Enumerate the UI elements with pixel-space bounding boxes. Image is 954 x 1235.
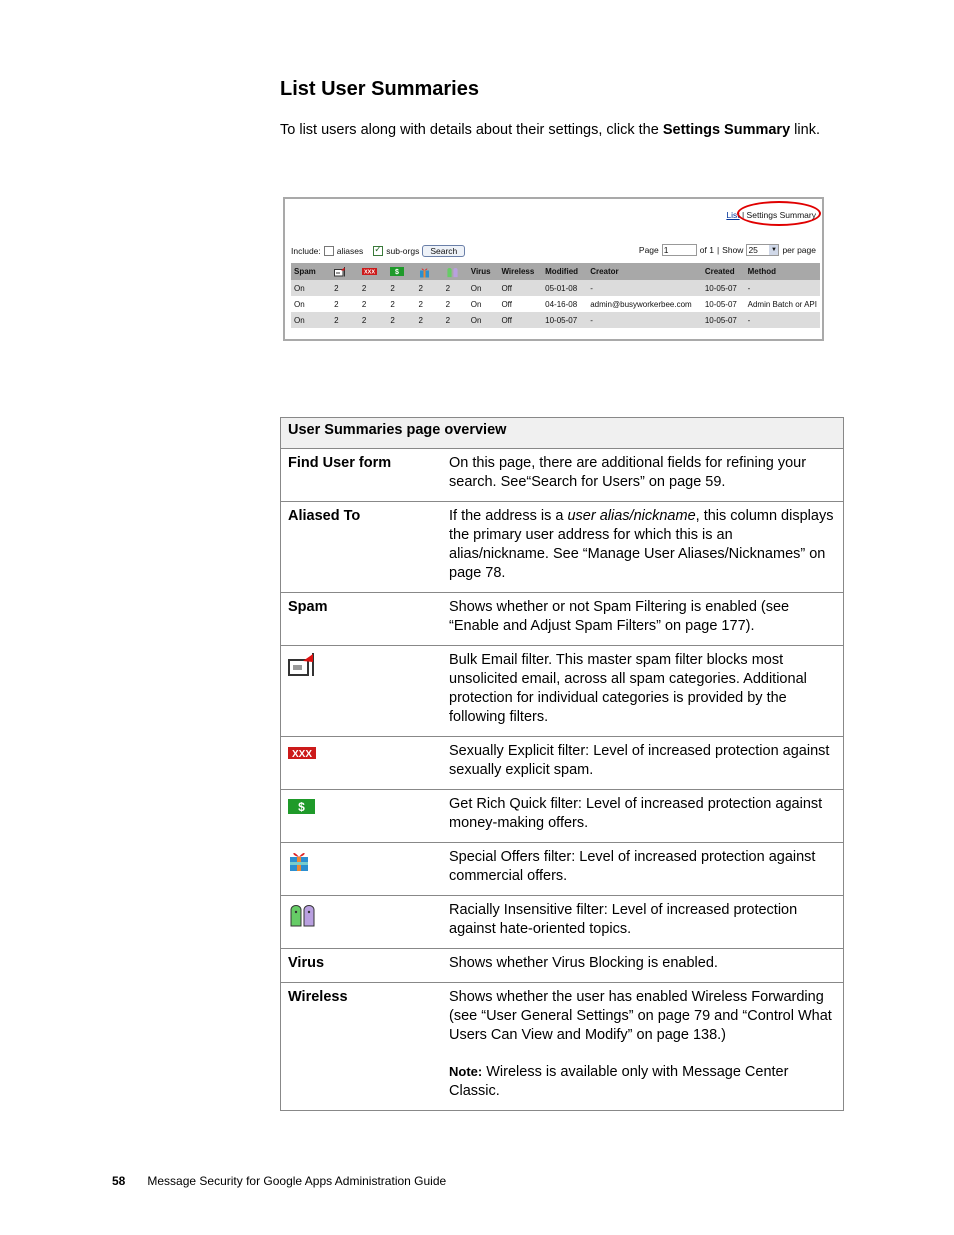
- cell-bulk: 2: [334, 299, 339, 309]
- cell-offers: 2: [416, 312, 443, 328]
- overview-row: [281, 593, 844, 646]
- xxx-icon: [362, 268, 377, 275]
- cell-created: 10-05-07: [702, 280, 745, 296]
- desc-racial: Racially Insensitive filter: Level of increased protection against hate-oriented topics.: [435, 896, 844, 949]
- col-modified[interactable]: Modified: [542, 263, 587, 280]
- include-filters: [291, 245, 465, 257]
- wireless-note: [449, 1062, 835, 1101]
- footer-title: Message Security for Google Apps Administration Guide: [147, 1174, 447, 1188]
- col-rich[interactable]: [387, 263, 415, 280]
- term-wireless: Wireless: [281, 983, 436, 1111]
- desc-offers: Special Offers filter: Level of increased protection against commercial offers.: [435, 843, 844, 896]
- suborgs-checkbox[interactable]: [373, 246, 383, 256]
- cell-sexual: 2: [359, 312, 387, 328]
- cell-wireless: Off: [498, 280, 542, 296]
- aliases-label: aliases: [336, 246, 364, 256]
- overview-row: [281, 790, 844, 843]
- settings-summary-link[interactable]: Settings Summary: [746, 210, 816, 220]
- col-bulk[interactable]: [331, 263, 359, 280]
- cell-creator: -: [587, 280, 702, 296]
- faces-icon: [288, 901, 318, 927]
- highlight-oval: [737, 201, 821, 226]
- summary-table: [291, 263, 820, 328]
- cell-rich: 2: [387, 312, 415, 328]
- intro-text-before: To list users along with details about their settings, click the: [280, 122, 663, 138]
- page-label: Page: [638, 245, 659, 255]
- show-value: 25: [748, 245, 758, 255]
- overview-header-row: [281, 418, 844, 449]
- desc-wireless: [435, 983, 844, 1111]
- col-wireless[interactable]: Wireless: [498, 263, 542, 280]
- aliases-checkbox[interactable]: [324, 246, 334, 256]
- term-bulk: [281, 646, 436, 737]
- desc-aliased-italic: user alias/nickname: [567, 508, 696, 524]
- page-heading: List User Summaries: [280, 78, 479, 100]
- pipe-separator: |: [716, 245, 720, 255]
- cell-creator: -: [587, 312, 702, 328]
- desc-aliased-to: [435, 502, 844, 593]
- term-offers: [281, 843, 436, 896]
- term-aliased-to: Aliased To: [281, 502, 436, 593]
- cell-created: 10-05-07: [704, 299, 737, 309]
- cell-creator: admin@busyworkerbee.com: [590, 299, 692, 309]
- per-page-label: per page: [782, 245, 816, 255]
- cell-rich: 2: [387, 280, 415, 296]
- overview-row: [281, 449, 844, 502]
- page-number: 58: [112, 1174, 126, 1188]
- cell-spam: On: [294, 299, 305, 309]
- cell-bulk: 2: [331, 280, 359, 296]
- col-racial[interactable]: [443, 263, 468, 280]
- link-separator: |: [739, 210, 747, 220]
- cell-method: -: [745, 280, 820, 296]
- term-sexual: [281, 737, 436, 790]
- overview-row: [281, 896, 844, 949]
- overview-row: [281, 983, 844, 1111]
- svg-text:$: $: [298, 800, 305, 814]
- cell-offers: 2: [416, 280, 443, 296]
- desc-aliased-before: If the address is a: [449, 508, 568, 524]
- term-find-user: Find User form: [281, 449, 436, 502]
- user-summaries-screenshot: [283, 197, 824, 341]
- bulk-email-icon: [288, 651, 318, 677]
- show-label: Show: [722, 245, 744, 255]
- cell-wireless: Off: [501, 299, 512, 309]
- desc-rich: Get Rich Quick filter: Level of increased protection against money-making offers.: [435, 790, 844, 843]
- col-offers[interactable]: [416, 263, 443, 280]
- desc-find-user: On this page, there are additional fields for refining your search. See“Search for Users” on page 59.: [435, 449, 844, 502]
- page-input[interactable]: 1: [662, 244, 697, 256]
- cell-racial: 2: [443, 312, 468, 328]
- cell-sexual: 2: [359, 280, 387, 296]
- summary-header-row: [291, 263, 820, 280]
- col-method[interactable]: Method: [745, 263, 820, 280]
- cell-racial: 2: [443, 280, 468, 296]
- svg-text:XXX: XXX: [291, 749, 313, 759]
- col-virus[interactable]: Virus: [468, 263, 499, 280]
- intro-text-after: link.: [790, 122, 820, 138]
- overview-title: User Summaries page overview: [281, 418, 844, 449]
- search-button[interactable]: Search: [422, 245, 465, 257]
- cell-rich: 2: [390, 299, 395, 309]
- xxx-icon: [288, 747, 316, 759]
- overview-table: [280, 417, 844, 1111]
- note-label: Note:: [449, 1064, 483, 1079]
- desc-spam: Shows whether or not Spam Filtering is enabled (see “Enable and Adjust Spam Filters” on page 177).: [435, 593, 844, 646]
- cell-created: 10-05-07: [702, 312, 745, 328]
- faces-icon: [446, 266, 459, 278]
- suborgs-label: sub-orgs: [386, 246, 420, 256]
- table-row: [291, 280, 820, 296]
- list-link[interactable]: List: [726, 210, 740, 220]
- bulk-email-icon: [334, 266, 347, 277]
- svg-text:$: $: [395, 269, 400, 277]
- col-created[interactable]: Created: [702, 263, 745, 280]
- col-spam[interactable]: Spam: [291, 263, 331, 280]
- overview-row: [281, 646, 844, 737]
- intro-link-name: Settings Summary: [662, 122, 791, 138]
- cell-sexual: 2: [361, 299, 367, 309]
- cell-virus: On: [470, 299, 482, 309]
- cell-modified: 05-01-08: [542, 280, 587, 296]
- cell-virus: On: [468, 280, 499, 296]
- cell-racial: 2: [445, 299, 451, 309]
- desc-bulk: Bulk Email filter. This master spam filter blocks most unsolicited email, across all spam categories. Additional protection for individual categories is provided by the following filters.: [435, 646, 844, 737]
- gift-icon: [419, 266, 430, 278]
- overview-row: [281, 949, 844, 983]
- dollar-icon: [390, 267, 404, 276]
- col-creator[interactable]: Creator: [587, 263, 702, 280]
- show-select[interactable]: [746, 244, 779, 256]
- desc-virus: Shows whether Virus Blocking is enabled.: [435, 949, 844, 983]
- cell-spam: On: [291, 312, 331, 328]
- term-racial: [281, 896, 436, 949]
- desc-aliased-after: , this column displays the primary user address for which this is an alias/nickname. See “Manage User Aliases/Nicknames” on page 78.: [449, 508, 834, 581]
- cell-method: -: [745, 312, 820, 328]
- cell-spam: On: [291, 280, 331, 296]
- intro-paragraph: [280, 121, 840, 140]
- desc-sexual: Sexually Explicit filter: Level of increased protection against sexually explicit spam.: [435, 737, 844, 790]
- term-virus: Virus: [281, 949, 436, 983]
- desc-wireless-text: Shows whether the user has enabled Wireless Forwarding (see “User General Settings” on page 79 and “Control What Users Can View and Modify” on page 138.): [449, 989, 832, 1043]
- pagination: [639, 244, 816, 256]
- cell-wireless: Off: [498, 312, 542, 328]
- overview-row: [281, 737, 844, 790]
- cell-modified: 10-05-07: [542, 312, 587, 328]
- include-label: Include:: [291, 246, 321, 256]
- overview-row: [281, 843, 844, 896]
- cell-virus: On: [468, 312, 499, 328]
- term-spam: Spam: [281, 593, 436, 646]
- note-text: Wireless is available only with Message Center Classic.: [449, 1064, 789, 1099]
- term-rich: [281, 790, 436, 843]
- chevron-down-icon: ▼: [770, 247, 777, 253]
- cell-offers: 2: [418, 299, 423, 309]
- page-footer: [112, 1174, 446, 1188]
- col-sexual[interactable]: [359, 263, 387, 280]
- svg-text:XXX: XXX: [363, 269, 375, 276]
- cell-modified: 04-16-08: [545, 299, 578, 309]
- table-row: [291, 312, 820, 328]
- overview-row: [281, 502, 844, 593]
- cell-method: Admin Batch or API: [747, 299, 817, 309]
- of-label: of 1: [699, 245, 714, 255]
- table-row: [291, 296, 820, 312]
- cell-bulk: 2: [331, 312, 359, 328]
- gift-icon: [288, 848, 310, 872]
- dollar-icon: [288, 799, 315, 814]
